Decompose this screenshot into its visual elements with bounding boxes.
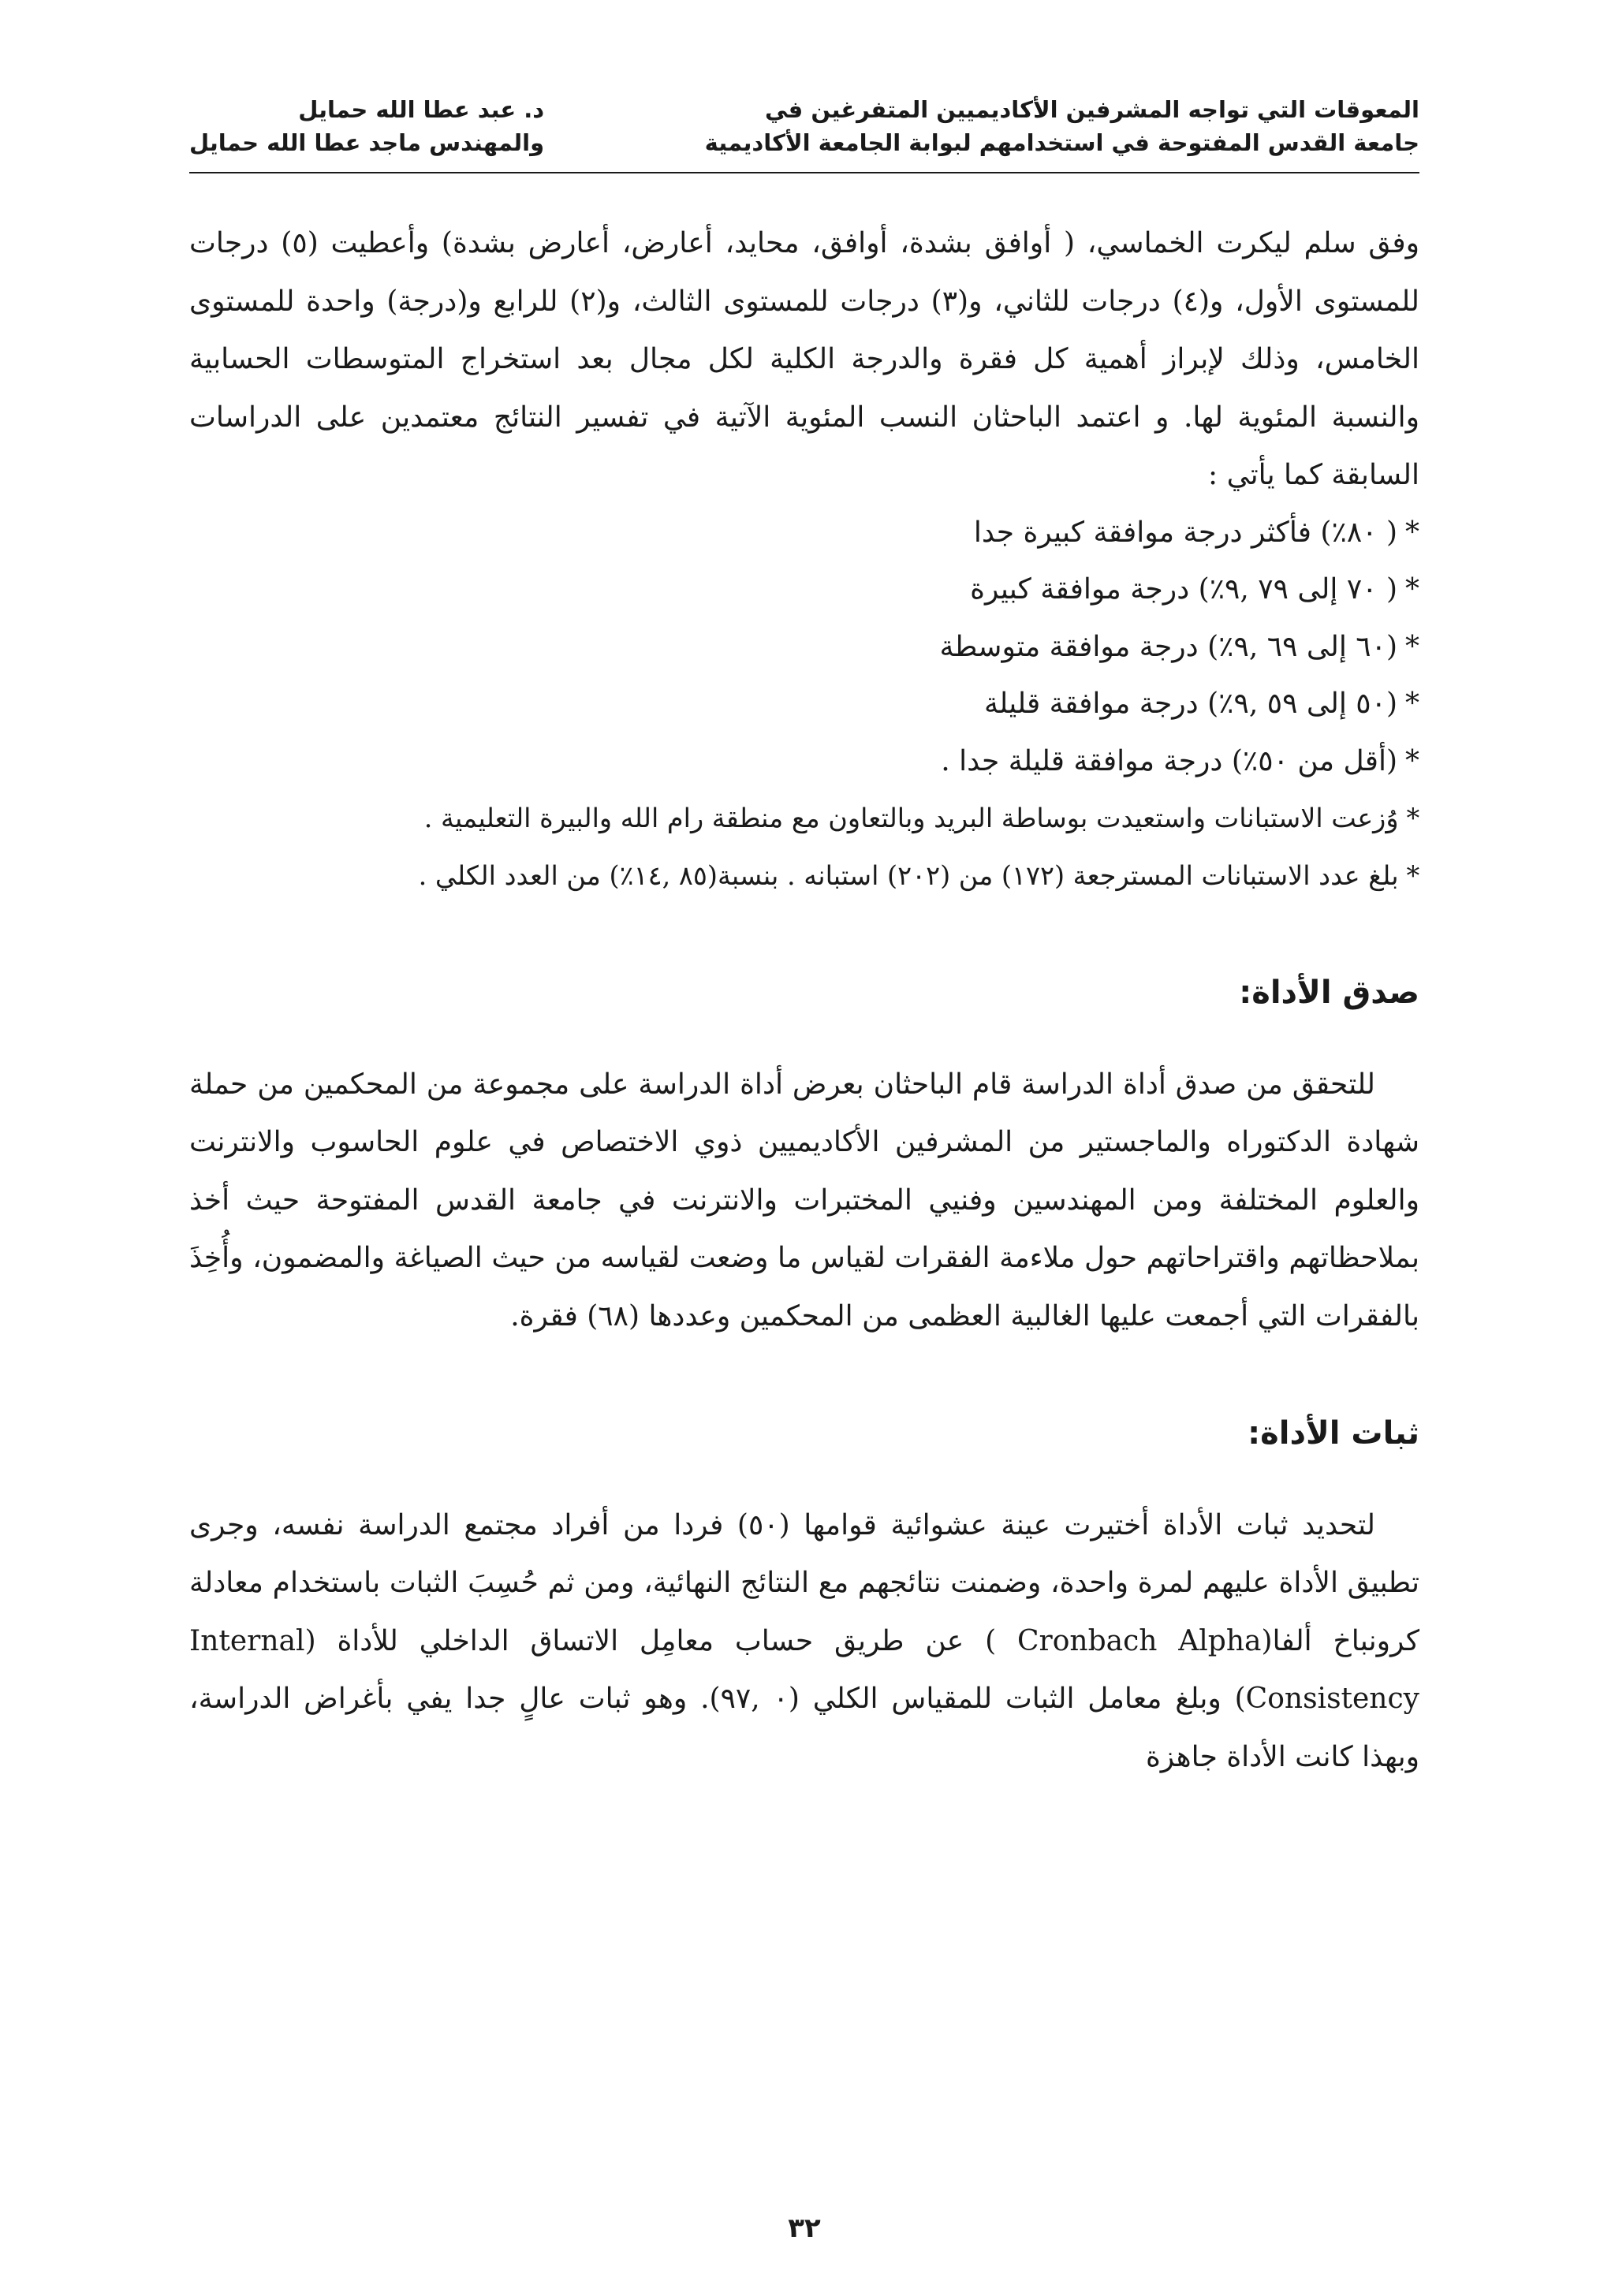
notes-list [189, 790, 1419, 904]
bullet-marker: * [1405, 630, 1419, 663]
list-item-text: ( ٨٠٪) فأكثر درجة موافقة كبيرة جدا [973, 516, 1397, 549]
bullet-marker: * [1405, 516, 1419, 549]
header-author-line-2: والمهندس ماجد عطا الله حمايل [189, 129, 545, 156]
percentage-scale-list [189, 505, 1419, 791]
header-divider [189, 172, 1419, 173]
note-item [189, 848, 1419, 905]
note-text: بلغ عدد الاستبانات المسترجعة (١٧٢) من (٢٠٢) استبانه . بنسبة(٨٥ ,١٤٪) من العدد الكلي . [418, 859, 1399, 891]
reliability-paragraph: لتحديد ثبات الأداة أختيرت عينة عشوائية قوامها (٥٠) فردا من أفراد مجتمع الدراسة نفسه، وجرى تطبيق الأداة عليهم لمرة واحدة، وضمنت نتائجهم مع النتائج النهائية، ومن ثم حُسِبَ الثبات باستخدام معادلة كرونباخ ألفا(Cronbach Alpha ) عن طريق حساب معامِل الاتساق الداخلي للأداة (Internal Consistency) وبلغ معامل الثبات للمقياس الكلي (٠ ,٩٧). وهو ثبات عالٍ جدا يفي بأغراض الدراسة، وبهذا كانت الأداة جاهزة [189, 1508, 1419, 1773]
bullet-marker: * [1405, 573, 1419, 606]
validity-paragraph: للتحقق من صدق أداة الدراسة قام الباحثان بعرض أداة الدراسة على مجموعة من المحكمين من حملة شهادة الدكتوراه والماجستير من المشرفين الأكاديميين ذوي الاختصاص في علوم الحاسوب والانترنت والعلوم المختلفة ومن المهندسين وفنيي المختبرات والانترنت في جامعة القدس المفتوحة حيث أخذ بملاحظاتهم واقتراحاتهم حول ملاءمة الفقرات لقياس ما وضعت لقياسه من حيث الصياغة والمضمون، وأُخِذَ بالفقرات التي أجمعت عليها الغالبية العظمى من المحكمين وعددها (٦٨) فقرة. [189, 1068, 1419, 1332]
bullet-marker: * [1406, 803, 1419, 833]
header-title-line-1: المعوقات التي تواجه المشرفين الأكاديميين المتفرغين في [764, 96, 1419, 123]
intro-paragraph: وفق سلم ليكرت الخماسي، ( أوافق بشدة، أوافق، محايد، أعارض، أعارض بشدة) وأعطيت (٥) درجات للمستوى الأول، و(٤) درجات للثاني، و(٣) درجات للمستوى الثالث، و(٢) للرابع و(درجة) واحدة للمستوى الخامس، وذلك لإبراز أهمية كل فقرة والدرجة الكلية لكل مجال بعد استخراج المتوسطات الحسابية والنسبة المئوية لها. و اعتمد الباحثان النسب المئوية الآتية في تفسير النتائج معتمدين على الدراسات السابقة كما يأتي : [189, 227, 1420, 491]
header-author-line-1: د. عبد عطا الله حمايل [298, 96, 545, 123]
section-heading-validity: صدق الأداة: [1239, 975, 1419, 1011]
list-item [189, 619, 1419, 676]
bullet-marker: * [1405, 688, 1419, 720]
list-item [189, 561, 1419, 619]
main-content [189, 214, 1419, 1786]
note-item [189, 790, 1419, 848]
header-title [705, 93, 1419, 159]
page [189, 93, 1419, 2253]
list-item-text: (٥٠ إلى ٥٩ ,٩٪) درجة موافقة قليلة [984, 688, 1397, 720]
bullet-marker: * [1406, 859, 1419, 891]
running-header [189, 93, 1419, 159]
list-item [189, 676, 1419, 733]
bullet-marker: * [1405, 744, 1419, 777]
list-item-text: (أقل من ٥٠٪) درجة موافقة قليلة جدا . [941, 744, 1397, 777]
list-item-text: (٦٠ إلى ٦٩ ,٩٪) درجة موافقة متوسطة [939, 630, 1397, 663]
page-number: ٣٢ [788, 2212, 821, 2244]
header-authors [189, 93, 544, 159]
section-heading-reliability: ثبات الأداة: [1248, 1415, 1419, 1452]
note-text: وُزعت الاستبانات واستعيدت بوساطة البريد وبالتعاون مع منطقة رام الله والبيرة التعليمية . [423, 803, 1399, 833]
list-item [189, 733, 1419, 791]
list-item-text: ( ٧٠ إلى ٧٩ ,٩٪) درجة موافقة كبيرة [970, 573, 1397, 606]
list-item [189, 505, 1419, 562]
header-title-line-2: جامعة القدس المفتوحة في استخدامهم لبوابة الجامعة الأكاديمية [704, 129, 1419, 156]
